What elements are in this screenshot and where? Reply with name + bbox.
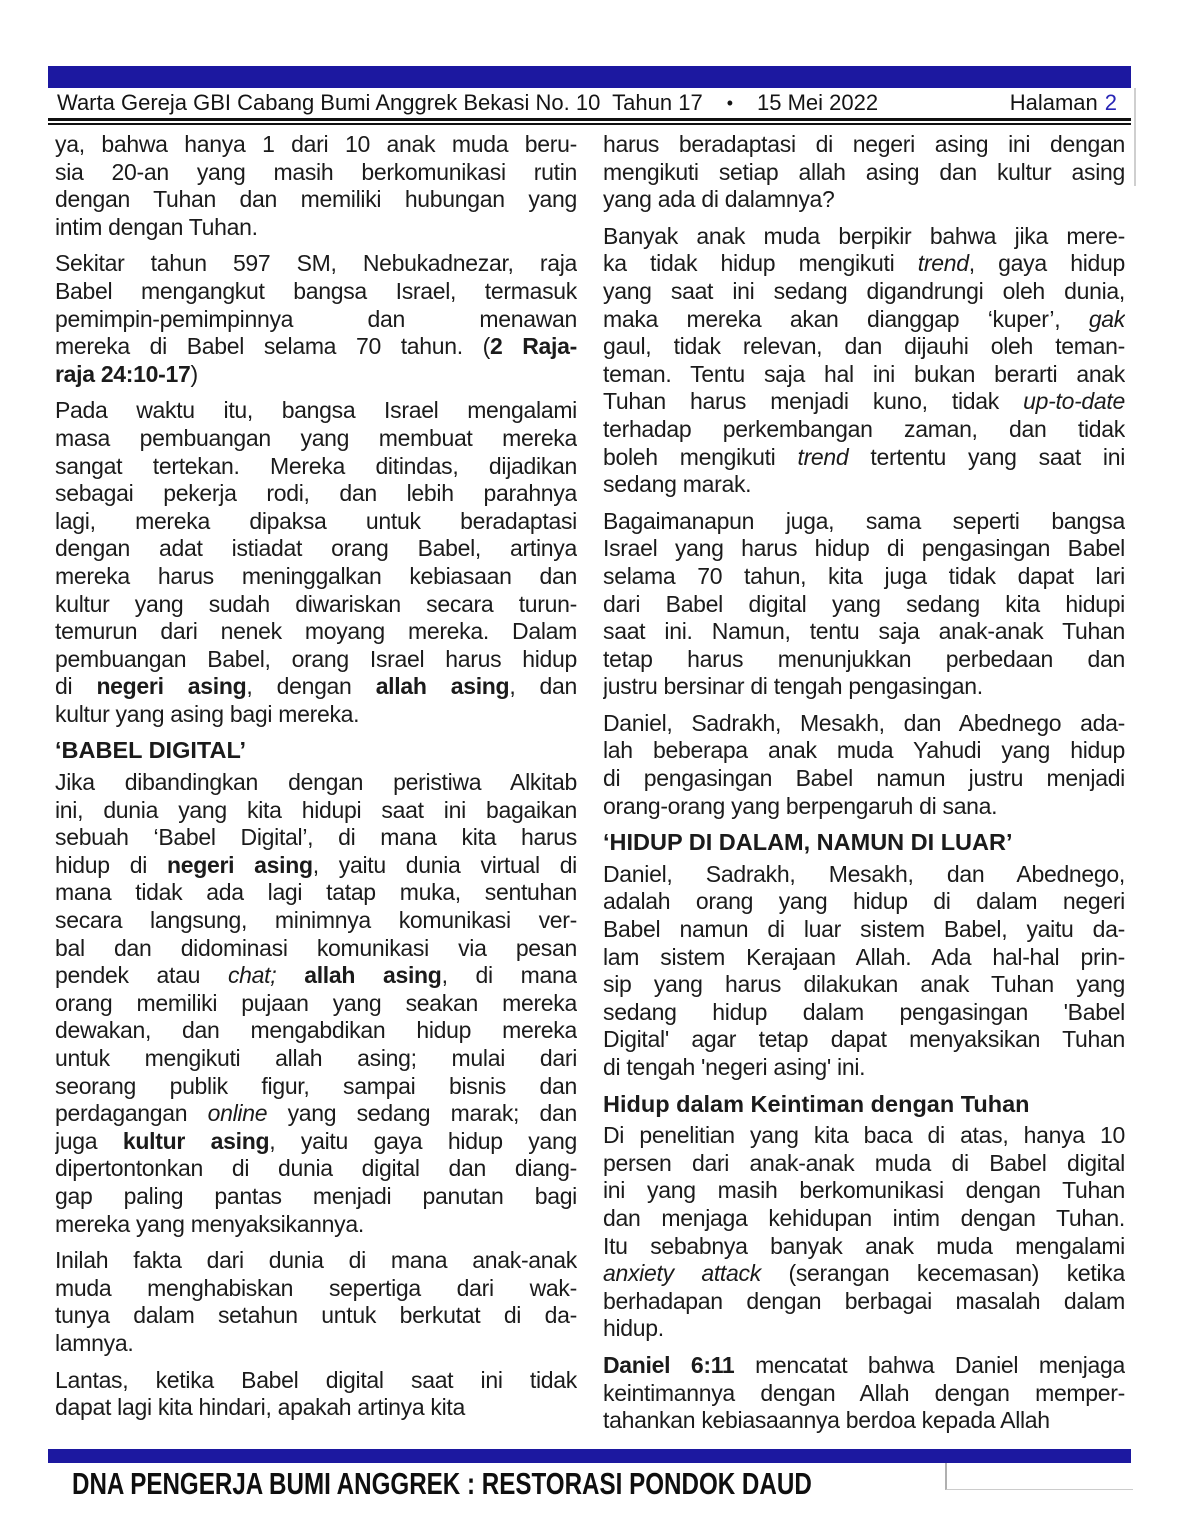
text-line: pendek atau chat; allah asing, di mana [55,962,577,989]
text-line: dipertontonkan di dunia digital dan diang- [55,1155,577,1182]
text-line: sangat tertekan. Mereka ditindas, dijadikan [55,452,577,479]
text-line: juga kultur asing, yaitu gaya hidup yang [55,1127,577,1154]
text-line: Sekitar tahun 597 SM, Nebukadnezar, raja [55,250,577,277]
text-line: di pengasingan Babel namun justru menjadi [603,765,1125,792]
text-line: ka tidak hidup mengikuti trend, gaya hidup [603,250,1125,277]
text-line: mana tidak ada lagi tatap muka, sentuhan [55,879,577,906]
text-line: dewakan, dan mengabdikan hidup mereka [55,1017,577,1044]
text-line: pembuangan Babel, orang Israel harus hidup [55,645,577,672]
text-line: dari Babel digital yang sedang kita hidupi [603,590,1125,617]
paragraph [603,1352,1125,1435]
text-line: sebuah ‘Babel Digital’, di mana kita harus [55,824,577,851]
paragraph [603,508,1125,701]
text-line: ini, dunia yang kita hidupi saat ini bagaikan [55,796,577,823]
paragraph [55,769,577,1238]
article-body [48,131,1131,1444]
header-accent-bar [48,66,1131,88]
text-line: Digital' agar tetap dapat menyaksikan Tuhan [603,1026,1125,1053]
text-line: di tengah 'negeri asing' ini. [603,1054,866,1080]
page-header [48,90,1131,116]
header-divider [48,118,1131,125]
text-line: keintimannya dengan Allah dengan memper- [603,1379,1125,1406]
paragraph [603,223,1125,499]
text-line: harus beradaptasi di negeri asing ini dengan [603,131,1125,157]
text-line: sip yang harus dilakukan anak Tuhan yang [603,971,1125,998]
paragraph [603,861,1125,1082]
text-line: Lantas, ketika Babel digital saat ini tidak [55,1366,577,1393]
text-line: persen dari anak-anak muda di Babel digital [603,1149,1125,1176]
text-line: anxiety attack (serangan kecemasan) ketika [603,1260,1125,1287]
text-line: hidup. [603,1315,664,1342]
text-line: ini yang masih berkomunikasi dengan Tuhan [603,1177,1125,1204]
text-line: gaul, tidak relevan, dan dijauhi oleh teman- [603,333,1125,360]
text-line: sedang marak. [603,471,752,498]
text-line: tunya dalam setahun untuk berkutat di da- [55,1302,577,1329]
text-line: kultur yang asing bagi mereka. [55,700,360,727]
text-line: Daniel 6:11 mencatat bahwa Daniel menjaga [603,1351,1125,1378]
text-line: Pada waktu itu, bangsa Israel mengalami [55,397,577,424]
text-line: yang ada di dalamnya? [603,186,835,213]
text-line: mereka yang menyaksikannya. [55,1210,364,1237]
text-line: justru bersinar di tengah pengasingan. [603,673,983,700]
footer-accent-bar [48,1449,1131,1463]
scan-edge-artifact [1134,88,1136,186]
text-line: lah beberapa anak muda Yahudi yang hidup [603,737,1125,764]
text-line: dapat lagi kita hindari, apakah artinya kita [55,1394,466,1421]
text-line: Babel namun di luar sistem Babel, yaitu da- [603,916,1125,943]
text-line: gap paling pantas menjadi panutan bagi [55,1182,577,1209]
text-line: perdagangan online yang sedang marak; dan [55,1100,577,1127]
text-line: yang saat ini sedang digandrungi oleh dunia, [603,277,1125,304]
text-line: secara langsung, minimnya komunikasi ver- [55,907,577,934]
scan-corner-artifact [945,1463,1133,1490]
section-heading [603,1091,1125,1119]
paragraph [603,1122,1125,1343]
text-line: tetap harus menunjukkan perbedaan dan [603,645,1125,672]
paragraph [55,397,577,728]
article-column-left [55,131,577,1444]
article-column-right [603,131,1125,1444]
section-heading [55,737,577,765]
text-line: tahankan kebiasaannya berdoa kepada Allah [603,1407,1050,1434]
text-line: seorang publik figur, sampai bisnis dan [55,1072,577,1099]
paragraph [603,131,1125,214]
text-line: untuk mengikuti allah asing; mulai dari [55,1045,577,1071]
bullet-separator-icon: • [726,92,734,113]
text-line: Israel yang harus hidup di pengasingan Babel [603,535,1125,562]
text-line: Daniel, Sadrakh, Mesakh, dan Abednego, [603,860,1125,887]
text-line: lagi, mereka dipaksa untuk beradaptasi [55,507,577,534]
text-line: sebagai pekerja rodi, dan lebih parahnya [55,480,577,507]
paragraph [55,1247,577,1357]
text-line: adalah orang yang hidup di dalam negeri [603,888,1125,915]
text-line: mereka harus meninggalkan kebiasaan dan [55,562,577,589]
text-line: terhadap perkembangan zaman, dan tidak [603,415,1125,442]
text-line: teman. Tentu saja hal ini bukan berarti anak [603,360,1125,387]
newsletter-title: Warta Gereja GBI Cabang Bumi Anggrek Bekasi No. 10 Tahun 17 [57,90,703,115]
page-number-label: Halaman [1009,90,1098,115]
text-line: orang memiliki pujaan yang seakan mereka [55,989,577,1016]
text-line: boleh mengikuti trend tertentu yang saat ini [603,443,1125,470]
text-line: lamnya. [55,1329,134,1356]
text-line: dengan Tuhan dan memiliki hubungan yang [55,186,577,213]
text-line: lam sistem Kerajaan Allah. Ada hal-hal prin- [603,943,1125,970]
text-line: muda menghabiskan sepertiga dari wak- [55,1274,577,1301]
text-line: dengan adat istiadat orang Babel, artinya [55,535,577,562]
text-line: mengikuti setiap allah asing dan kultur asing [603,158,1125,185]
text-line: Tuhan harus menjadi kuno, tidak up-to-date [603,388,1125,415]
footer-title: DNA PENGERJA BUMI ANGGREK : RESTORASI PONDOK DAUD [72,1466,812,1501]
text-line: temurun dari nenek moyang mereka. Dalam [55,618,577,645]
text-line: sedang hidup dalam pengasingan 'Babel [603,998,1125,1025]
text-line: Hidup dalam Keintiman dengan Tuhan [603,1090,1030,1117]
text-line: berhadapan dengan berbagai masalah dalam [603,1287,1125,1314]
text-line: dan menjaga kehidupan intim dengan Tuhan. [603,1204,1125,1231]
text-line: Bagaimanapun juga, sama seperti bangsa [603,507,1125,534]
paragraph [55,1367,577,1422]
text-line: saat ini. Namun, tentu saja anak-anak Tuhan [603,618,1125,645]
paragraph [603,710,1125,820]
text-line: Daniel, Sadrakh, Mesakh, dan Abednego ada- [603,709,1125,736]
text-line: Di penelitian yang kita baca di atas, hanya 10 [603,1122,1125,1149]
text-line: kultur yang sudah diwariskan secara turun- [55,590,577,617]
text-line: orang-orang yang berpengaruh di sana. [603,792,998,819]
text-line: hidup di negeri asing, yaitu dunia virtual di [55,851,577,878]
page-number-value: 2 [1104,90,1117,115]
text-line: Babel mengangkut bangsa Israel, termasuk [55,277,577,304]
text-line: mereka di Babel selama 70 tahun. (2 Raja- [55,333,577,360]
text-line: Inilah fakta dari dunia di mana anak-anak [55,1247,577,1274]
section-heading [603,829,1125,857]
text-line: ya, bahwa hanya 1 dari 10 anak muda beru- [55,131,577,157]
text-line: Banyak anak muda berpikir bahwa jika mere- [603,222,1125,249]
text-line: Itu sebabnya banyak anak muda mengalami [603,1232,1125,1259]
paragraph [55,250,577,388]
text-line: masa pembuangan yang membuat mereka [55,424,577,451]
issue-date: 15 Mei 2022 [757,90,879,115]
text-line: pemimpin-pemimpinnya dan menawan [55,305,577,332]
paragraph [55,131,577,241]
text-line: ‘HIDUP DI DALAM, NAMUN DI LUAR’ [603,829,1013,856]
text-line: selama 70 tahun, kita juga tidak dapat lari [603,562,1125,589]
text-line: ‘BABEL DIGITAL’ [55,737,247,764]
text-line: maka mereka akan dianggap ‘kuper’, gak [603,305,1125,332]
text-line: di negeri asing, dengan allah asing, dan [55,673,577,700]
text-line: bal dan didominasi komunikasi via pesan [55,934,577,961]
text-line: intim dengan Tuhan. [55,213,258,240]
text-line: Jika dibandingkan dengan peristiwa Alkitab [55,769,577,796]
text-line: sia 20-an yang masih berkomunikasi rutin [55,158,577,185]
text-line: raja 24:10-17) [55,360,198,387]
